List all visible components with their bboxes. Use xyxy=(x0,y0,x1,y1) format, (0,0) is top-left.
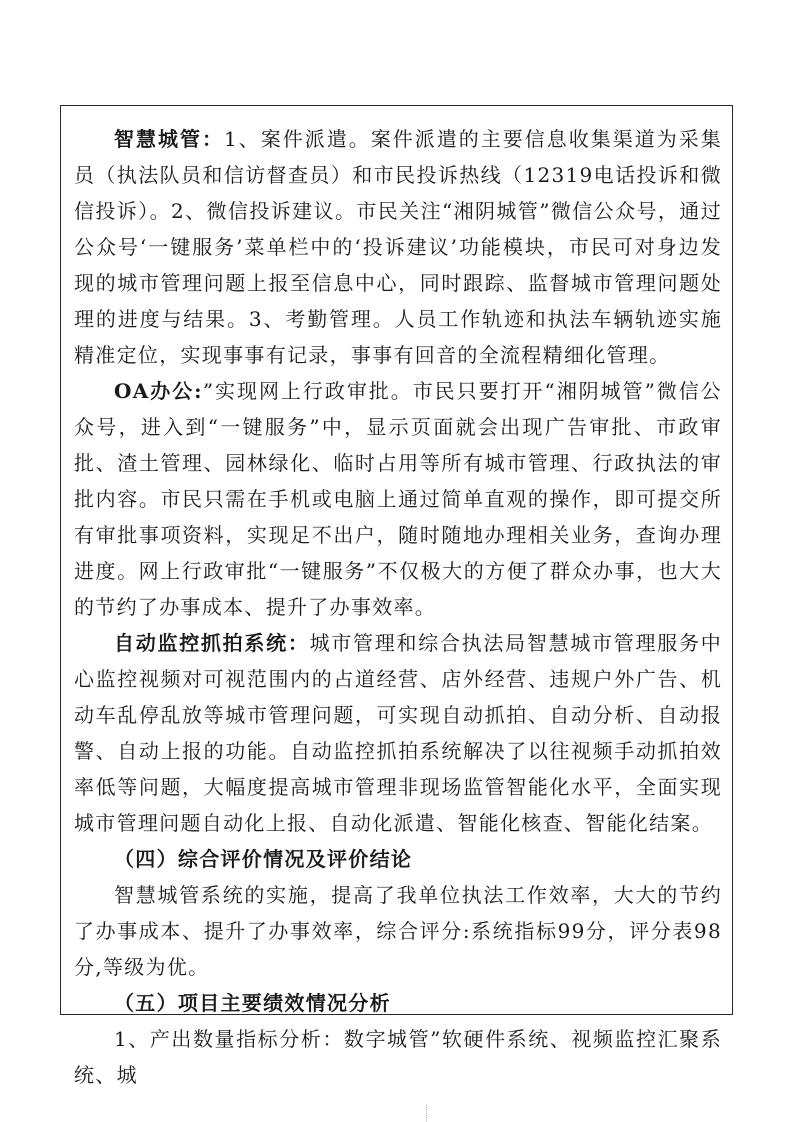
paragraph-output-analysis: 1、产出数量指标分析：数字城管”软硬件系统、视频监控汇聚系统、城 xyxy=(74,1027,722,1087)
paragraph-evaluation: 智慧城管系统的实施，提高了我单位执法工作效率，大大的节约了办事成本、提升了办事效率，综合评分:系统指标99分，评分表98分,等级为优。 xyxy=(74,883,722,979)
text-auto-capture: 城市管理和综合执法局智慧城市管理服务中心监控视频对可视范围内的占道经营、店外经营、违规户外广告、机动车乱停乱放等城市管理问题，可实现自动抓拍、自动分析、自动报警、自动上报的功能。自动监控抓拍系统解决了以往视频手动抓拍效率低等问题，大幅度提高城市管理非现场监管智能化水平，全面实现城市管理问题自动化上报、自动化派遣、智能化核查、智能化结案。 xyxy=(74,631,723,835)
paragraph-smart-city-management xyxy=(74,121,722,373)
heading-auto-capture: 自动监控抓拍系统： xyxy=(114,631,310,655)
text-smart-city-management: 1、案件派遣。案件派遣的主要信息收集渠道为采集员（执法队员和信访督查员）和市民投诉热线（12319电话投诉和微信投诉）。2、微信投诉建议。市民关注“湘阴城管”微信公众号，通过公众号‘一键服务’菜单栏中的‘投诉建议’功能模块，市民可对身边发现的城市管理问题上报至信息中心，同时跟踪、监督城市管理问题处理的进度与结果。3、考勤管理。人员工作轨迹和执法车辆轨迹实施精准定位，实现事事有记录，事事有回音的全流程精细化管理。 xyxy=(74,127,723,367)
document-body xyxy=(74,121,722,1093)
paragraph-auto-capture xyxy=(74,625,722,841)
fold-mark xyxy=(426,1105,428,1122)
document-frame xyxy=(60,105,733,1087)
text-oa-office: ”实现网上行政审批。市民只要打开“湘阴城管”微信公众号，进入到“一键服务”中，显示页面就会出现广告审批、市政审批、渣土管理、园林绿化、临时占用等所有城市管理、行政执法的审批内容。市民只需在手机或电脑上通过简单直观的操作，即可提交所有审批事项资料，实现足不出户，随时随地办理相关业务，查询办理进度。网上行政审批“一键服务”不仅极大的方便了群众办事，也大大的节约了办事成本、提升了办事效率。 xyxy=(74,379,722,619)
section-heading-performance: （五）项目主要绩效情况分析 xyxy=(114,991,391,1015)
paragraph-oa-office xyxy=(74,373,722,625)
heading-smart-city-management: 智慧城管： xyxy=(114,127,224,151)
section-heading-evaluation: （四）综合评价情况及评价结论 xyxy=(114,847,413,871)
heading-oa-office: OA办公: xyxy=(114,379,203,403)
